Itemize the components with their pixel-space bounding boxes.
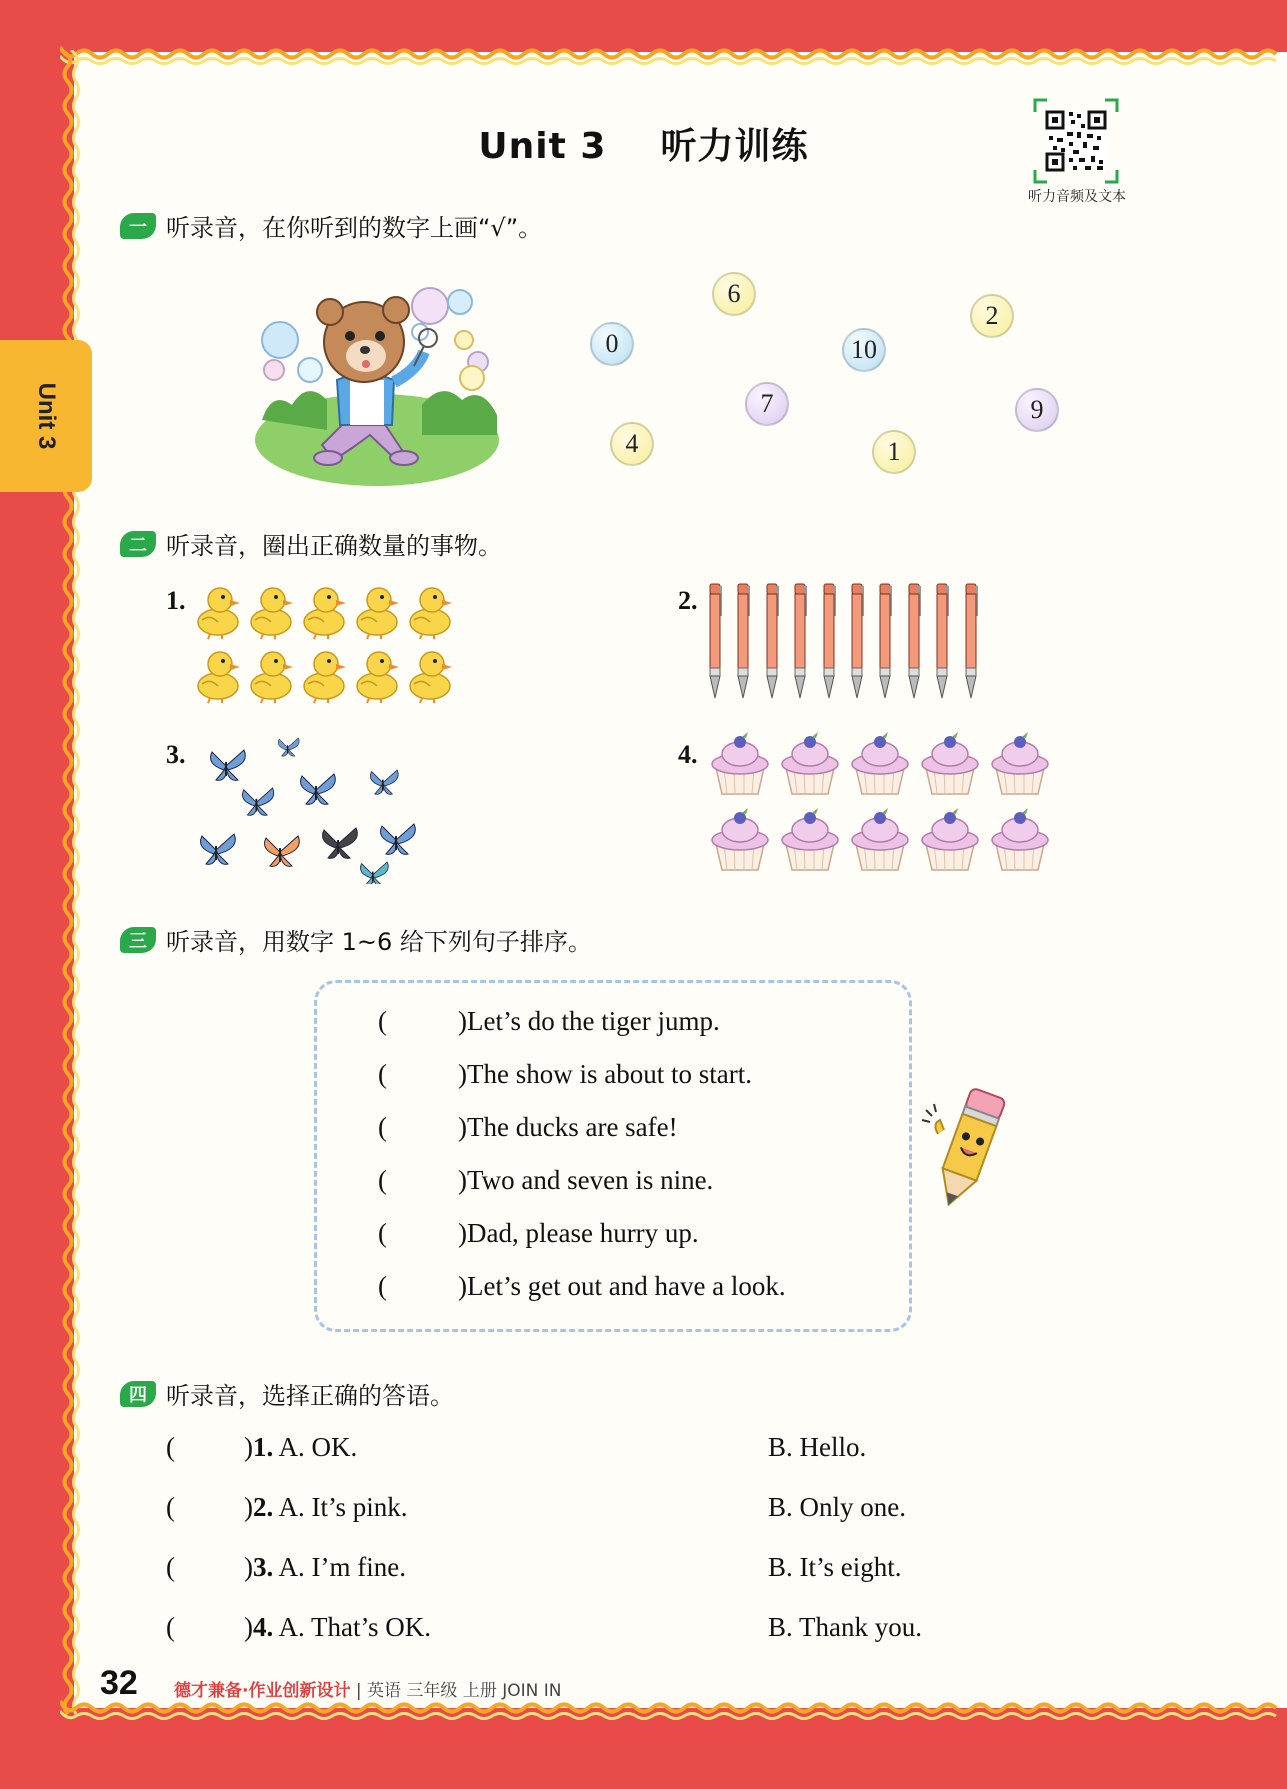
- section-2-instruction: [120, 526, 502, 561]
- option-a: A. That’s OK.: [278, 1612, 432, 1642]
- cupcake-icon: [848, 808, 912, 876]
- question-row: [166, 1432, 357, 1463]
- sentence-row: [378, 1271, 786, 1302]
- paren-close: ): [244, 1552, 253, 1582]
- sentence-row: [378, 1006, 720, 1037]
- section-2-badge: 二: [120, 531, 156, 557]
- number-bubble-2[interactable]: 2: [970, 294, 1014, 338]
- option-b: B. Hello.: [768, 1432, 867, 1462]
- cupcake-icon: [988, 732, 1052, 800]
- cupcake-icon: [708, 808, 772, 876]
- number-bubble-7[interactable]: 7: [745, 382, 789, 426]
- page-number: 32: [100, 1664, 138, 1702]
- answer-blank[interactable]: (: [166, 1432, 175, 1462]
- butterfly-icon: [201, 834, 236, 864]
- sentence-row: [378, 1218, 699, 1249]
- qr-code[interactable]: [1033, 98, 1119, 184]
- section-2-text: 听录音，圈出正确数量的事物。: [166, 532, 502, 560]
- qr-label: 听力音频及文本: [1028, 189, 1126, 205]
- butterfly-icon: [301, 774, 336, 804]
- butterfly-icon: [265, 836, 300, 866]
- pen-icon: [962, 582, 980, 704]
- page-title: Unit 3 听力训练: [478, 126, 809, 167]
- duck-icon: [298, 646, 348, 708]
- number-bubble-9[interactable]: 9: [1015, 388, 1059, 432]
- footer-separator: |: [355, 1681, 362, 1701]
- question-row: [166, 1492, 408, 1523]
- number-bubble-1[interactable]: 1: [872, 430, 916, 474]
- question-number: 3.: [253, 1552, 274, 1582]
- answer-blank[interactable]: (: [378, 1006, 387, 1036]
- sentence-text: The ducks are safe!: [467, 1112, 678, 1142]
- option-b: B. It’s eight.: [768, 1552, 902, 1582]
- footer-book-info: 英语 三年级 上册 JOIN IN: [367, 1681, 562, 1701]
- butterfly-icon: [242, 788, 273, 815]
- option-b: B. Thank you.: [768, 1612, 922, 1642]
- cupcake-icon: [778, 732, 842, 800]
- duck-icon: [192, 646, 242, 708]
- duck-icon: [298, 582, 348, 644]
- pen-icon: [933, 582, 951, 704]
- paren-close: ): [458, 1112, 467, 1142]
- paren-close: ): [458, 1271, 467, 1301]
- butterfly-icon: [323, 828, 358, 858]
- cupcake-icon: [918, 808, 982, 876]
- pen-icon: [820, 582, 838, 704]
- duck-icon: [245, 582, 295, 644]
- section-1-badge: 一: [120, 213, 156, 239]
- butterfly-icon: [278, 738, 299, 756]
- answer-blank[interactable]: (: [166, 1612, 175, 1642]
- ducks-group[interactable]: [192, 582, 462, 712]
- answer-blank[interactable]: (: [166, 1552, 175, 1582]
- section-4-badge: 四: [120, 1381, 156, 1407]
- number-bubble-6[interactable]: 6: [712, 272, 756, 316]
- sentence-text: The show is about to start.: [467, 1059, 752, 1089]
- pen-icon: [905, 582, 923, 704]
- butterfly-icon: [370, 770, 398, 794]
- butterfly-icon: [381, 824, 416, 854]
- unit-side-tab: [0, 340, 92, 492]
- wavy-border-left: [56, 50, 90, 1720]
- cupcake-icon: [708, 732, 772, 800]
- number-bubble-4[interactable]: 4: [610, 422, 654, 466]
- cupcakes-group[interactable]: [708, 732, 1054, 876]
- sentence-text: Dad, please hurry up.: [467, 1218, 699, 1248]
- bear-blowing-bubbles-illustration: [252, 270, 507, 490]
- pencil-mascot-illustration: [920, 1080, 1020, 1215]
- pen-icon: [791, 582, 809, 704]
- option-a: A. OK.: [278, 1432, 358, 1462]
- pen-icon: [876, 582, 894, 704]
- butterflies-group[interactable]: [190, 732, 420, 884]
- duck-icon: [404, 646, 454, 708]
- paren-close: ): [244, 1432, 253, 1462]
- section-4-text: 听录音，选择正确的答语。: [166, 1382, 454, 1410]
- option-a: A. I’m fine.: [278, 1552, 406, 1582]
- duck-icon: [351, 582, 401, 644]
- pen-icon: [734, 582, 752, 704]
- answer-blank[interactable]: (: [378, 1165, 387, 1195]
- section-3-text: 听录音，用数字 1~6 给下列句子排序。: [166, 928, 592, 956]
- option-b: B. Only one.: [768, 1492, 906, 1522]
- butterfly-icon: [360, 862, 388, 884]
- item-number-1: 1.: [166, 586, 186, 615]
- wavy-border-top: [60, 40, 1287, 70]
- duck-icon: [192, 582, 242, 644]
- pen-icon: [848, 582, 866, 704]
- item-number-3: 3.: [166, 740, 186, 769]
- item-number-4: 4.: [678, 740, 698, 769]
- answer-blank[interactable]: (: [378, 1059, 387, 1089]
- item-number-2: 2.: [678, 586, 698, 615]
- side-tab-label: Unit 3: [33, 382, 60, 450]
- question-row: [166, 1612, 431, 1643]
- sentence-text: Two and seven is nine.: [467, 1165, 714, 1195]
- pen-icon: [763, 582, 781, 704]
- question-number: 1.: [253, 1432, 274, 1462]
- duck-icon: [404, 582, 454, 644]
- paren-close: ): [458, 1059, 467, 1089]
- question-number: 4.: [253, 1612, 274, 1642]
- cupcake-icon: [848, 732, 912, 800]
- question-number: 2.: [253, 1492, 274, 1522]
- answer-blank[interactable]: (: [378, 1271, 387, 1301]
- section-1-instruction: [120, 208, 542, 243]
- cupcake-icon: [988, 808, 1052, 876]
- paren-close: ): [458, 1165, 467, 1195]
- answer-blank[interactable]: (: [166, 1492, 175, 1522]
- paren-close: ): [244, 1612, 253, 1642]
- paren-close: ): [244, 1492, 253, 1522]
- footer-series-name: 德才兼备·作业创新设计: [174, 1681, 351, 1701]
- duck-icon: [245, 646, 295, 708]
- sentence-text: Let’s do the tiger jump.: [467, 1006, 720, 1036]
- butterfly-icon: [211, 750, 246, 780]
- sentence-row: [378, 1112, 678, 1143]
- sentence-row: [378, 1059, 752, 1090]
- number-bubble-0[interactable]: 0: [590, 322, 634, 366]
- section-1-text: 听录音，在你听到的数字上画“√”。: [166, 214, 543, 242]
- sentence-row: [378, 1165, 713, 1196]
- answer-blank[interactable]: (: [378, 1112, 387, 1142]
- pen-icon: [706, 582, 724, 704]
- answer-blank[interactable]: (: [378, 1218, 387, 1248]
- duck-icon: [351, 646, 401, 708]
- section-4-instruction: [120, 1376, 454, 1411]
- option-a: A. It’s pink.: [278, 1492, 408, 1522]
- cupcake-icon: [918, 732, 982, 800]
- number-bubble-10[interactable]: 10: [842, 328, 886, 372]
- paren-close: ): [458, 1218, 467, 1248]
- question-row: [166, 1552, 406, 1583]
- sentence-text: Let’s get out and have a look.: [467, 1271, 786, 1301]
- section-3-instruction: [120, 922, 592, 957]
- paren-close: ): [458, 1006, 467, 1036]
- cupcake-icon: [778, 808, 842, 876]
- footer-series: [174, 1676, 562, 1701]
- section-3-badge: 三: [120, 927, 156, 953]
- pens-group[interactable]: [706, 582, 986, 702]
